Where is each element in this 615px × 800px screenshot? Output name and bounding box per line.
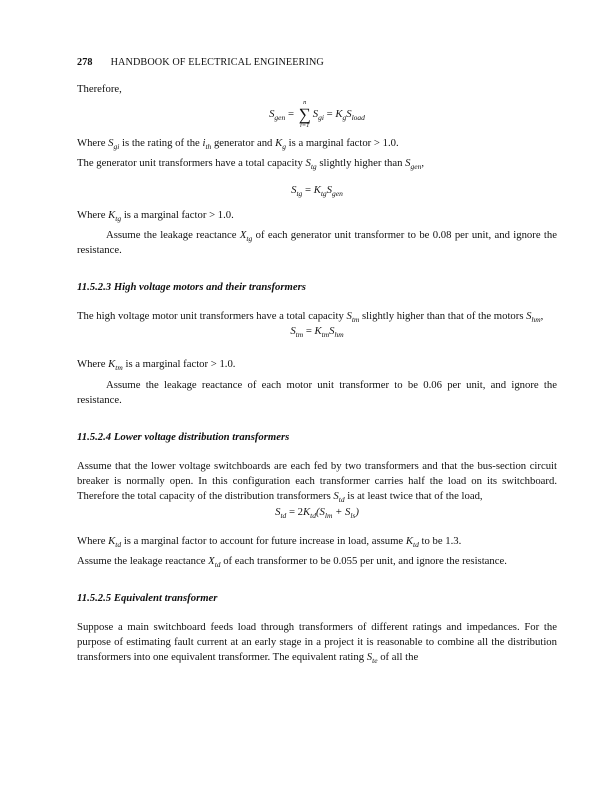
paragraph: Assume the leakage reactance $X_{td}$ of each transformer to be 0.055 per unit, and ignore the resistance. — [77, 555, 507, 570]
paragraph: Suppose a main switchboard feeds load through transformers of different ratings and impedances. For the purpose of estimating fault current at an early stage in a project it is reasonable to combine all the distribution transformers into one equivalent transformer. The equivalent rating $S_{te}$ of all the — [77, 621, 557, 666]
equation-std: $S_{td} = 2K_{td}(S_{lm} + S_{ls})$ — [275, 506, 359, 521]
page — [77, 55, 557, 665]
paragraph: Where $K_{tm}$ is a marginal factor > 1.0. — [77, 358, 236, 373]
paragraph: Assume that the lower voltage switchboards are each fed by two transformers and that the bus-section circuit breaker is normally open. In this configuration each transformer carries half the load on its switchboard. Therefore the total capacity of the distribution transformers $S_{td}$ is at least twice that of the load, — [77, 460, 557, 505]
paragraph: Where $S_{gi}$ is the rating of the $i_{th}$ generator and $K_g$ is a marginal factor > 1.0. — [77, 137, 399, 152]
paragraph: Assume the leakage reactance $X_{tg}$ of each generator unit transformer to be 0.08 per unit, and ignore the resistance. — [77, 229, 557, 256]
paragraph: Assume the leakage reactance of each motor unit transformer to be 0.06 per unit, and ignore the resistance. — [77, 379, 557, 406]
paragraph: Where $K_{tg}$ is a marginal factor > 1.0. — [77, 209, 234, 224]
section-heading: 11.5.2.4 Lower voltage distribution transformers — [77, 431, 290, 443]
running-header — [77, 55, 557, 70]
section-heading: 11.5.2.5 Equivalent transformer — [77, 592, 218, 604]
page-number: 278 — [77, 57, 93, 68]
paragraph: Where $K_{td}$ is a marginal factor to account for future increase in load, assume $K_{td}$ to be 1.3. — [77, 535, 462, 550]
equation-stg: $S_{tg} = K_{tg}S_{gen}$ — [291, 184, 343, 199]
section-heading: 11.5.2.3 High voltage motors and their transformers — [77, 281, 306, 293]
paragraph: The high voltage motor unit transformers have a total capacity $S_{tm}$ slightly higher than that of the motors $S_{hm}$, — [77, 310, 544, 325]
equation-stm: $S_{tm} = K_{tm}S_{hm}$ — [290, 325, 344, 340]
running-title: HANDBOOK OF ELECTRICAL ENGINEERING — [110, 57, 324, 68]
paragraph: The generator unit transformers have a total capacity $S_{tg}$ slightly higher than $S_{gen}$, — [77, 157, 425, 172]
therefore-line: Therefore, — [77, 83, 122, 95]
summation: n ∑ i=1 — [298, 99, 311, 129]
equation-sgen: $S_{gen}$ = n ∑ i=1 $S_{gi} = K_gS_{load}$ — [269, 99, 365, 129]
